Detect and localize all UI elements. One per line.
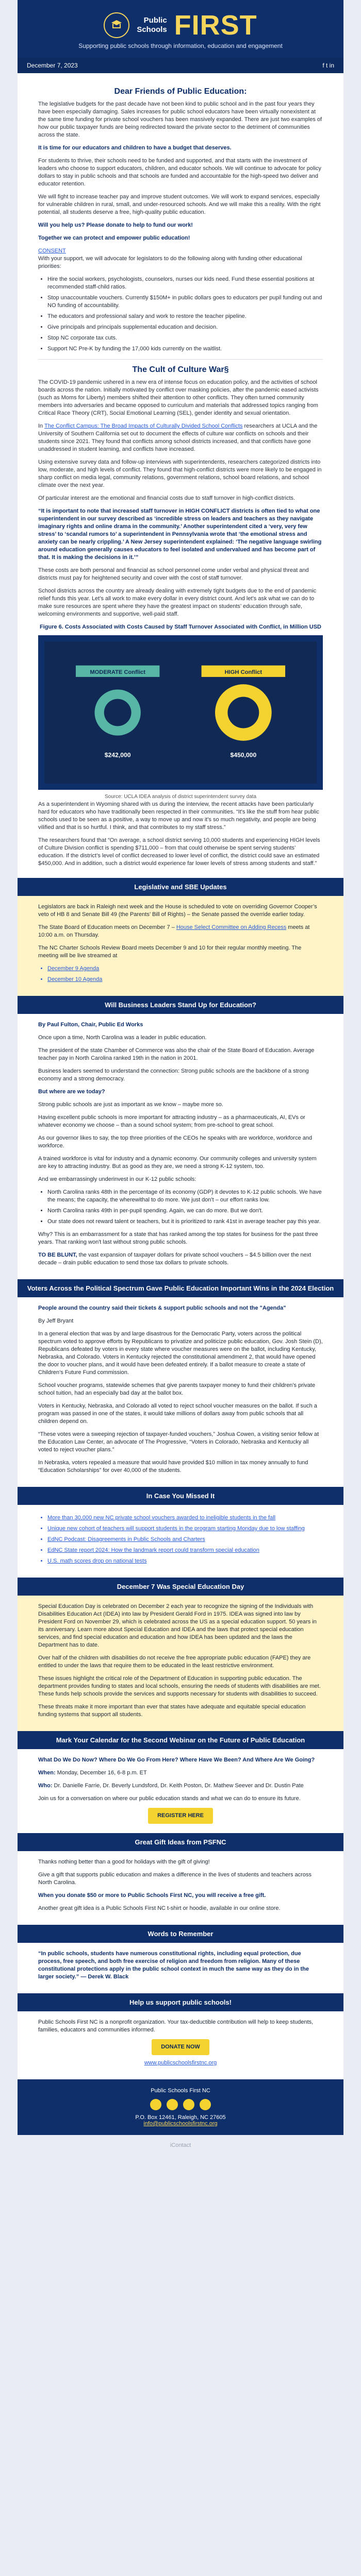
business-p6: Having excellent public schools is more important for attracting industry – as a pharmaceuticals, AI, EVs or whatever economy we choose – than a sound school system; from pre-school to great school.	[38, 1114, 305, 1128]
leg-p1: Legislators are back in Raleigh next week and the House is scheduled to vote on overriding Governor Cooper’s veto of HB 8 and Senate Bill 49 (the Parents’ Bill of Rights) – the Senate passed the override earlier today.	[38, 904, 317, 918]
brand-small-bottom: Schools	[137, 25, 167, 34]
icym-list	[47, 1514, 323, 1565]
figure-caption: Source: UCLA IDEA analysis of district superintendent survey data	[104, 794, 257, 800]
business-p11-text: the vast expansion of taxpayer dollars for private school vouchers – $4.5 billion over the next decade – drain public education to send those tax dollars to private schools.	[38, 1252, 311, 1266]
icym-item-3[interactable]: • EdNC Podcast: Disagreements in Public Schools and Charters	[47, 1536, 323, 1544]
culture-p7: As a superintendent in Wyoming shared with us during the interview, the recent attacks have been particularly hard for educators who have traditionally been respected in their communities. “It's like the stuff from hear public schools used to be seen as a positive, a way to move up and now it's so much negativity, and people are being vilified and that is so hurtful. I think, and that contributes to my staff stress.”	[38, 801, 319, 831]
culture-p8: The researchers found that “On average, a school district serving 10,000 students and experiencing HIGH levels of Culture Division conflict is spending $711,000 – from that could otherwise be spent serving students’ education. If the district’s level of conflict decreased to lower level of conflict, the district could save an estimated $450,000. And in addition, such a district would experience far lower levels of stress among students and staff.”	[38, 837, 320, 867]
voters-band: Voters Across the Political Spectrum Gave Public Education Important Wins in the 2024 Election	[18, 1279, 343, 1297]
figure-svg	[44, 641, 317, 784]
special-panel	[18, 1596, 343, 1731]
icym-item-4[interactable]: • EdNC State report 2024: How the landmark report could transform special education	[47, 1547, 323, 1554]
legislative-band: Legislative and SBE Updates	[18, 878, 343, 896]
right-label: HIGH Conflict	[224, 669, 262, 675]
support-p1: Public Schools First NC is a nonprofit organization. Your tax-deductible contribution will help to keep students, families, educators and communities informed.	[38, 2019, 314, 2033]
webinar-p1: Join us for a conversation on where our public education stands and what we can do to ensure its future.	[38, 1795, 301, 1802]
school-icon	[110, 19, 123, 32]
email-card	[18, 0, 343, 2135]
intro	[18, 73, 343, 878]
business-p8: A trained workforce is vital for industry and a dynamic economy. Our community colleges and university system are key to attracting industry. But as good as they are, we need a strong K-12 system, too.	[38, 1156, 317, 1170]
business-stat-1: • North Carolina ranks 48th in the percentage of its economy (GDP) it devotes to K-12 public schools. We have the means; the capacity, the wherewithal to do more. We just don't – our effort ranks low.	[47, 1189, 323, 1204]
figure-bg	[44, 645, 317, 781]
voters-lead: People around the country said their tickets & support public schools and not the "Agenda"	[38, 1305, 286, 1311]
voters-p5: In Nebraska, voters repealed a measure that would have provided $10 million in tax money annually to fund “Education Scholarships” for over 40,000 of the students.	[38, 1460, 308, 1473]
words-band: Words to Remember	[18, 1925, 343, 1943]
footer	[18, 2079, 343, 2135]
support-cta-wrap	[38, 2039, 323, 2055]
webinar-when-text: Monday, December 16, 6-8 p.m. ET	[57, 1770, 147, 1776]
bullets	[47, 276, 323, 353]
bullet-3: • The educators and professional salary and work to restore the teacher pipeline.	[47, 313, 323, 320]
words-panel	[18, 1943, 343, 1993]
brand-small	[137, 16, 167, 35]
special-p1: Special Education Day is celebrated on December 2 each year to recognize the signing of the Individuals with Disabilities Education Act (IDEA) into law by President Gerald Ford in 1975. IDEA was signed into law by President Ford on November 29, which is celebrated across the US as a special education support. 50 years in its anniversary. Learn more about Special Education and IDEA and the laws that protect special education services, and find special education and education and how IDEA has been updated and the laws the Department has to date.	[38, 1603, 317, 1648]
bullet-4: • Give principals and principals supplemental education and decision.	[47, 324, 323, 331]
grants-p2: Give a gift that supports public education and makes a difference in the lives of students and teachers across North Carolina.	[38, 1872, 311, 1886]
grants-band: Great Gift Ideas from PSFNC	[18, 1833, 343, 1851]
icym-item-1[interactable]: • More than 30,000 new NC private school vouchers awarded to ineligible students in the fall	[47, 1514, 323, 1522]
brand-logo	[104, 12, 129, 38]
intro-p7-text: With your support, we will advocate for legislators to do the following along with funding other educational priorities:	[38, 256, 302, 269]
figure-inner	[44, 641, 317, 784]
leg-list	[47, 965, 323, 984]
icym-panel	[18, 1505, 343, 1578]
business-p9: And we embarrassingly underinvest in our K-12 public schools:	[38, 1176, 196, 1182]
business-byline: By Paul Fulton, Chair, Public Ed Works	[38, 1022, 143, 1028]
brand-row	[35, 11, 326, 39]
grants-p4: Another great gift idea is a Public Schools First NC t-shirt or hoodie, available in our online store.	[38, 1905, 281, 1911]
voters-p2: School voucher programs, statewide schemes that give parents taxpayer money to fund their children's private school tuition, had an especially bad day at the ballot box.	[38, 1382, 316, 1396]
culture-p2-prefix: In	[38, 423, 45, 429]
business-p11-hl: TO BE BLUNT,	[38, 1252, 77, 1258]
icym-item-2[interactable]: • Unique new cohort of teachers will support students in the program starting Monday due to low staffing	[47, 1525, 323, 1533]
business-p7: As our governor likes to say, the top three priorities of the CEOs he speaks with are workforce, workforce and workforce.	[38, 1135, 313, 1149]
culture-p5: These costs are both personal and financial as school personnel come under verbal and physical threat and districts must pay for heightened security and cover with the cost of staff turnover.	[38, 567, 309, 581]
culture-title: The Cult of Culture War§	[132, 365, 229, 374]
special-p3: These issues highlight the critical role of the Department of Education in supporting public education. The department provides funding to states and local schools, ensuring the needs of students with disabilities are met. These funds help schools provide the services and supports necessary for students with disabilities to succeed.	[38, 1675, 321, 1697]
leg-p3: The NC Charter Schools Review Board meets December 9 and 10 for their regular monthly meeting. The meeting will be live streamed at	[38, 945, 302, 959]
brand-small-top: Public	[143, 16, 167, 25]
footer-email[interactable]: info@publicschoolsfirstnc.org	[143, 2121, 218, 2127]
leg-p2-prefix: The State Board of Education meets on December 7 –	[38, 924, 176, 930]
webinar-cta-wrap	[38, 1808, 323, 1824]
business-p4: But where are we today?	[38, 1089, 105, 1095]
donate-button[interactable]: DONATE NOW	[152, 2039, 209, 2055]
culture-p6: School districts across the country are already dealing with extremely tight budgets due to the end of pandemic relief funds this year. Let’s all work to make every dollar in every district count. And let’s ask what we can do to make sure resources are spent where they have the greatest impact on students’ education through safe, welcoming environments and supportive, well-paid staff.	[38, 588, 317, 617]
figure	[38, 635, 323, 790]
webinar-when-label: When:	[38, 1770, 56, 1776]
header	[18, 0, 343, 58]
date: December 7, 2023	[27, 62, 78, 69]
business-p5: Strong public schools are just as important as we know – maybe more so.	[38, 1101, 223, 1108]
business-stats	[47, 1189, 323, 1226]
grants-p3: When you donate $50 or more to Public Schools First NC, you will receive a free gift.	[38, 1892, 266, 1899]
culture-p2-text: researchers at UCLA and the University of Southern California set out to document the effects of culture war conflicts on schools and their students since 2021. They found that conflicts among school districts increased, and that conflicts have gone unaddressed in student learning, and conflicts have increased.	[38, 423, 318, 452]
social-hint[interactable]: f t in	[322, 62, 334, 69]
webinar-who	[38, 1782, 323, 1790]
right-donut-hole	[227, 697, 259, 728]
voters-p3: Voters in Kentucky, Nebraska, and Colorado all voted to reject school voucher measures on the ballot. If such a program was passed in one of the states, it would take millions of dollars away from public schools that all children depend on.	[38, 1403, 317, 1425]
culture-p2-link[interactable]: The Conflict Campus: The Broad Impacts of Culturally Divided School Conflicts	[44, 423, 243, 429]
intro-p6: Together we can protect and empower public education!	[38, 235, 190, 241]
business-p2: The president of the state Chamber of Commerce was also the chair of the State Board of Education. Average teacher pay in North Carolina ranked 19th in the nation in 2001.	[38, 1047, 315, 1061]
webinar-register-button[interactable]: REGISTER HERE	[148, 1808, 213, 1824]
leg-item-1[interactable]: • December 9 Agenda	[47, 965, 323, 973]
voters-p1: In a general election that was by and large disastrous for the Democratic Party, voters across the political spectrum voted to approve efforts by Republicans to privatize and politicize public education, Gov. Josh Stein (D), Republicans defeated by voters in every state where voucher measures were on the ballot, including Kentucky, Nebraska, and Colorado. Voters in Kentucky rejected the constitutional amendment 2, that would have opened the door to voucher plans, and it would have been defeated entirely. If a ballot measure to create a state of Children’s Future Fund commission.	[38, 1331, 323, 1376]
leg-item-2[interactable]: • December 10 Agenda	[47, 976, 323, 984]
intro-p1: The legislative budgets for the past decade have not been kind to public school and in the past four years they have been especially damaging. Sales increases for public school educators have been virtually nonexistent at the same time funding for private school vouchers has been massively expanded. There are just two examples of how our public taxpayer funds are being redirected toward the private sector to the detriment of communities across the state.	[38, 101, 322, 138]
business-panel	[18, 1014, 343, 1279]
support-panel	[18, 2011, 343, 2079]
webinar-when	[38, 1769, 323, 1777]
culture-quote: “It is important to note that increased staff turnover in HIGH CONFLICT districts is often tied to what one superintendent in our survey described as ‘incredible stress on leaders and teachers as they navigate imaginary rights and online drama in the community.’ Another superintendent cited a ‘very, very few stress’ to ‘scandal rumors to’ a superintendent in Pennsylvania wrote that ‘the emotional stress and anxiety can be nearly crippling.’ A New Jersey superintendent explained: ‘The negative language swirling around education generally causes educators to feel isolated and undervalued and has become part of that. It is making the decisions in it.’”	[38, 508, 322, 561]
divider-1	[38, 359, 323, 360]
voters-p4: “These votes were a sweeping rejection of taxpayer-funded vouchers,” Joshua Cowen, a visiting senior fellow at the Education Law Center, an advocate of The Progressive, “Voters in Colorado, Nebraska and Kentucky all voted to reject voucher plans.”	[38, 1431, 319, 1453]
support-band: Help us support public schools!	[18, 1993, 343, 2011]
youtube-icon[interactable]	[200, 2099, 211, 2110]
left-label: MODERATE Conflict	[90, 669, 145, 675]
grants-p1: Thanks nothing better than a good for holidays with the gift of giving!	[38, 1859, 210, 1865]
date-bar	[18, 58, 343, 73]
instagram-icon[interactable]	[183, 2099, 194, 2110]
intro-p3: For students to thrive, their schools need to be funded and supported, and that starts with the investment of leaders who choose to support educators, children, and educator schools. We will continue to advocate for policy dollars to stay in public schools and that schools are funded and accountable for the high-speed two deliver and educator retention.	[38, 158, 321, 187]
business-p10: Why? This is an embarrassment for a state that has ranked among the top states for business for the past three years. That ranking won't last without strong public schools.	[38, 1231, 318, 1245]
footer-org: Public Schools First NC	[151, 2088, 210, 2094]
business-p3: Business leaders seemed to understand the connection: Strong public schools are the backbone of a strong economy and a strong democracy.	[38, 1068, 309, 1082]
footer-address: P.O. Box 12461, Raleigh, NC 27605	[135, 2114, 226, 2121]
culture-p3: Using extensive survey data and follow-up interviews with superintendents, researchers categorized districts into low, moderate, and high levels of conflict. They found that high-conflict districts were more likely to be engaged in sharp conflict on media legal, community relations, government relations, school board relations, and school climate over the next year.	[38, 459, 322, 488]
business-stat-2: • North Carolina ranks 49th in per-pupil spending. Again, we can do more. But we don't.	[47, 1207, 323, 1215]
tagline: Supporting public schools through information, education and engagement	[78, 42, 283, 49]
bullet-5: • Stop NC corporate tax cuts.	[47, 334, 323, 342]
leg-p2	[38, 924, 323, 939]
bullet-1: • Hire the social workers, psychologists, counselors, nurses our kids need. Fund these essential positions at recommended staff-child ratios.	[47, 276, 323, 291]
leg-p2-text: meets at 10:00 a.m. on Thursday.	[38, 924, 310, 938]
bullet-2: • Stop unaccountable vouchers. Currently $150M+ in public dollars goes to educators per pupil funding out and NO funding of accountability.	[47, 294, 323, 310]
business-stat-3: • Our state does not reward talent or teachers, but it is prioritized to rank 41st in average teacher pay this year.	[47, 1218, 323, 1226]
bullet-6: • Support NC Pre-K by funding the 17,000 kids currently on the waitlist.	[47, 345, 323, 353]
facebook-icon[interactable]	[150, 2099, 161, 2110]
support-website[interactable]: www.publicschoolsfirstnc.org	[144, 2060, 217, 2066]
webinar-band: Mark Your Calendar for the Second Webinar on the Future of Public Education	[18, 1731, 343, 1749]
webinar-q1: What Do We Do Now? Where Do We Go From Here? Where Have We Been? And Where Are We Going?	[38, 1757, 315, 1763]
right-value: $450,000	[230, 751, 257, 759]
brand-big: FIRST	[174, 10, 257, 41]
consent-link[interactable]: CONSENT	[38, 248, 66, 254]
business-p1: Once upon a time, North Carolina was a leader in public education.	[38, 1035, 207, 1041]
intro-title: Dear Friends of Public Education:	[114, 87, 247, 96]
intro-p5: Will you help us? Please donate to help to fund our work!	[38, 222, 193, 228]
figure-title: Figure 6. Costs Associated with Costs Caused by Staff Turnover Associated with Conflict, in Million USD	[40, 624, 321, 630]
intro-p2: It is time for our educators and children to have a budget that deserves.	[38, 145, 232, 151]
social-icons	[24, 2099, 337, 2110]
webinar-who-label: Who:	[38, 1783, 53, 1789]
business-band: Will Business Leaders Stand Up for Education?	[18, 996, 343, 1014]
culture-p1: The COVID-19 pandemic ushered in a new era of intense focus on education policy, and the activities of school boards across the nation. Initially motivated by conflict over masking policies, after the pandemic eased activists (such as Moms for Liberty) members shifted their attention to other conflicts. They often turned community members into adversaries and became opposed to curriculum and materials that addressed topics ranging from Critical Race Theory (CRT), Social Emotional Learning (SEL), gender identity and sexual orientation.	[38, 379, 319, 416]
leg-p2-link[interactable]: House Select Committee on Adding Recess	[176, 924, 287, 930]
voters-byline: By Jeff Bryant	[38, 1318, 74, 1324]
intro-p7	[38, 247, 323, 270]
webinar-who-text: Dr. Danielle Farrie, Dr. Beverly Lundsford, Dr. Keith Poston, Dr. Mathew Seever and Dr. Dustin Pate	[54, 1783, 304, 1789]
intro-p4: We will fight to increase teacher pay and improve student outcomes. We will work to expand services, especially for vulnerable children in rural, small, and under-resourced schools. And we will make this a reality. With the right potential, all students deserve a free, high-quality public education.	[38, 194, 321, 215]
left-donut-hole	[104, 699, 132, 726]
culture-p2	[38, 422, 323, 453]
twitter-icon[interactable]	[167, 2099, 178, 2110]
provider: iContact	[170, 2142, 191, 2148]
special-p4: These threats make it more important than ever that states have adequate and equitable special education funding systems that support all students.	[38, 1704, 306, 1718]
legislative-panel	[18, 896, 343, 996]
words-quote: “In public schools, students have numerous constitutional rights, including equal protection, due process, free speech, and both free exercise of religion and freedom from religion. Many of these constitutional protections apply in the public school context in much the same way as they do in the larger society.” — Derek W. Black	[38, 1951, 309, 1980]
business-p11	[38, 1251, 323, 1267]
icym-item-5[interactable]: • U.S. math scores drop on national tests	[47, 1557, 323, 1565]
special-p2: Over half of the children with disabilities do not receive the free appropriate public education (FAPE) they are entitled to under the laws that require them to be educated in the least restrictive environment.	[38, 1655, 311, 1669]
webinar-panel	[18, 1749, 343, 1833]
grants-panel	[18, 1851, 343, 1925]
left-value: $242,000	[104, 751, 131, 759]
icym-band: In Case You Missed It	[18, 1487, 343, 1505]
voters-panel	[18, 1297, 343, 1487]
special-band: December 7 Was Special Education Day	[18, 1578, 343, 1596]
culture-p4: Of particular interest are the emotional and financial costs due to staff turnover in high-conflict districts.	[38, 495, 296, 501]
